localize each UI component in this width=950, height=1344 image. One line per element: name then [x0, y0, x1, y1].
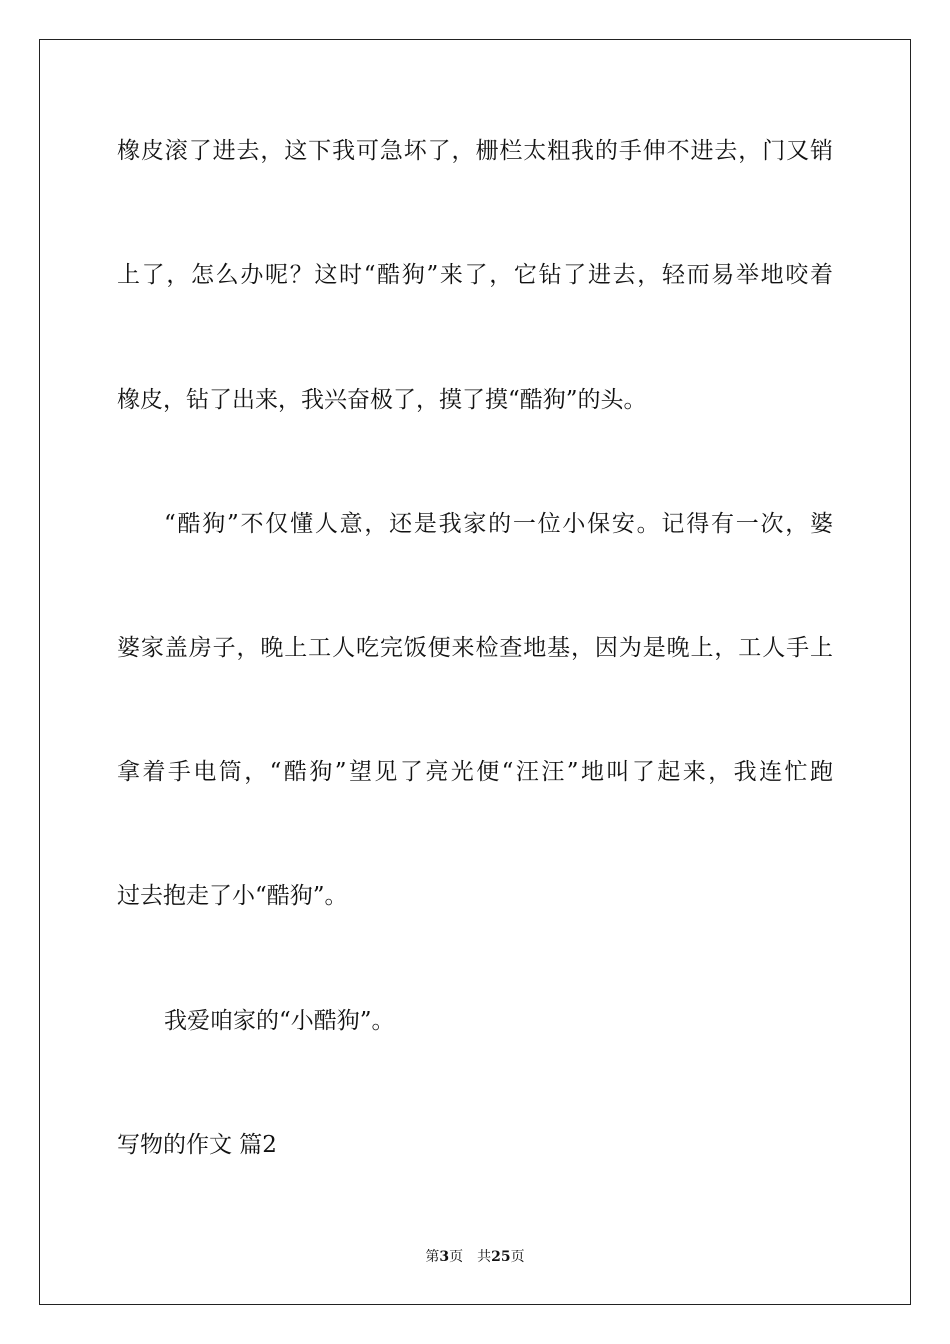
page-footer — [0, 1248, 950, 1266]
text-line-7: 过去抱走了小“酷狗”。 — [117, 883, 348, 909]
page-border — [39, 39, 911, 1305]
text-line-5: 婆家盖房子，晚上工人吃完饭便来检查地基，因为是晚上，工人手上 — [117, 635, 833, 661]
text-line-8: 我爱咱家的“小酷狗”。 — [164, 1008, 395, 1034]
footer-page-prefix: 第 — [425, 1249, 440, 1265]
text-line-1: 橡皮滚了进去，这下我可急坏了，栅栏太粗我的手伸不进去，门又销 — [117, 138, 833, 164]
text-line-6: 拿着手电筒，“酷狗”望见了亮光便“汪汪”地叫了起来，我连忙跑 — [117, 759, 833, 785]
footer-page-suffix: 页 — [449, 1249, 464, 1265]
text-line-4: “酷狗”不仅懂人意，还是我家的一位小保安。记得有一次，婆 — [164, 511, 833, 537]
footer-page-number: 3 — [439, 1249, 450, 1265]
section-heading: 写物的作文 篇2 — [117, 1132, 277, 1158]
text-line-3: 橡皮，钻了出来，我兴奋极了，摸了摸“酷狗”的头。 — [117, 387, 647, 413]
footer-total-prefix: 共 — [477, 1249, 492, 1265]
text-line-2: 上了，怎么办呢？这时“酷狗”来了，它钻了进去，轻而易举地咬着 — [117, 262, 833, 288]
footer-total-suffix: 页 — [510, 1249, 525, 1265]
footer-total-pages: 25 — [491, 1249, 511, 1265]
